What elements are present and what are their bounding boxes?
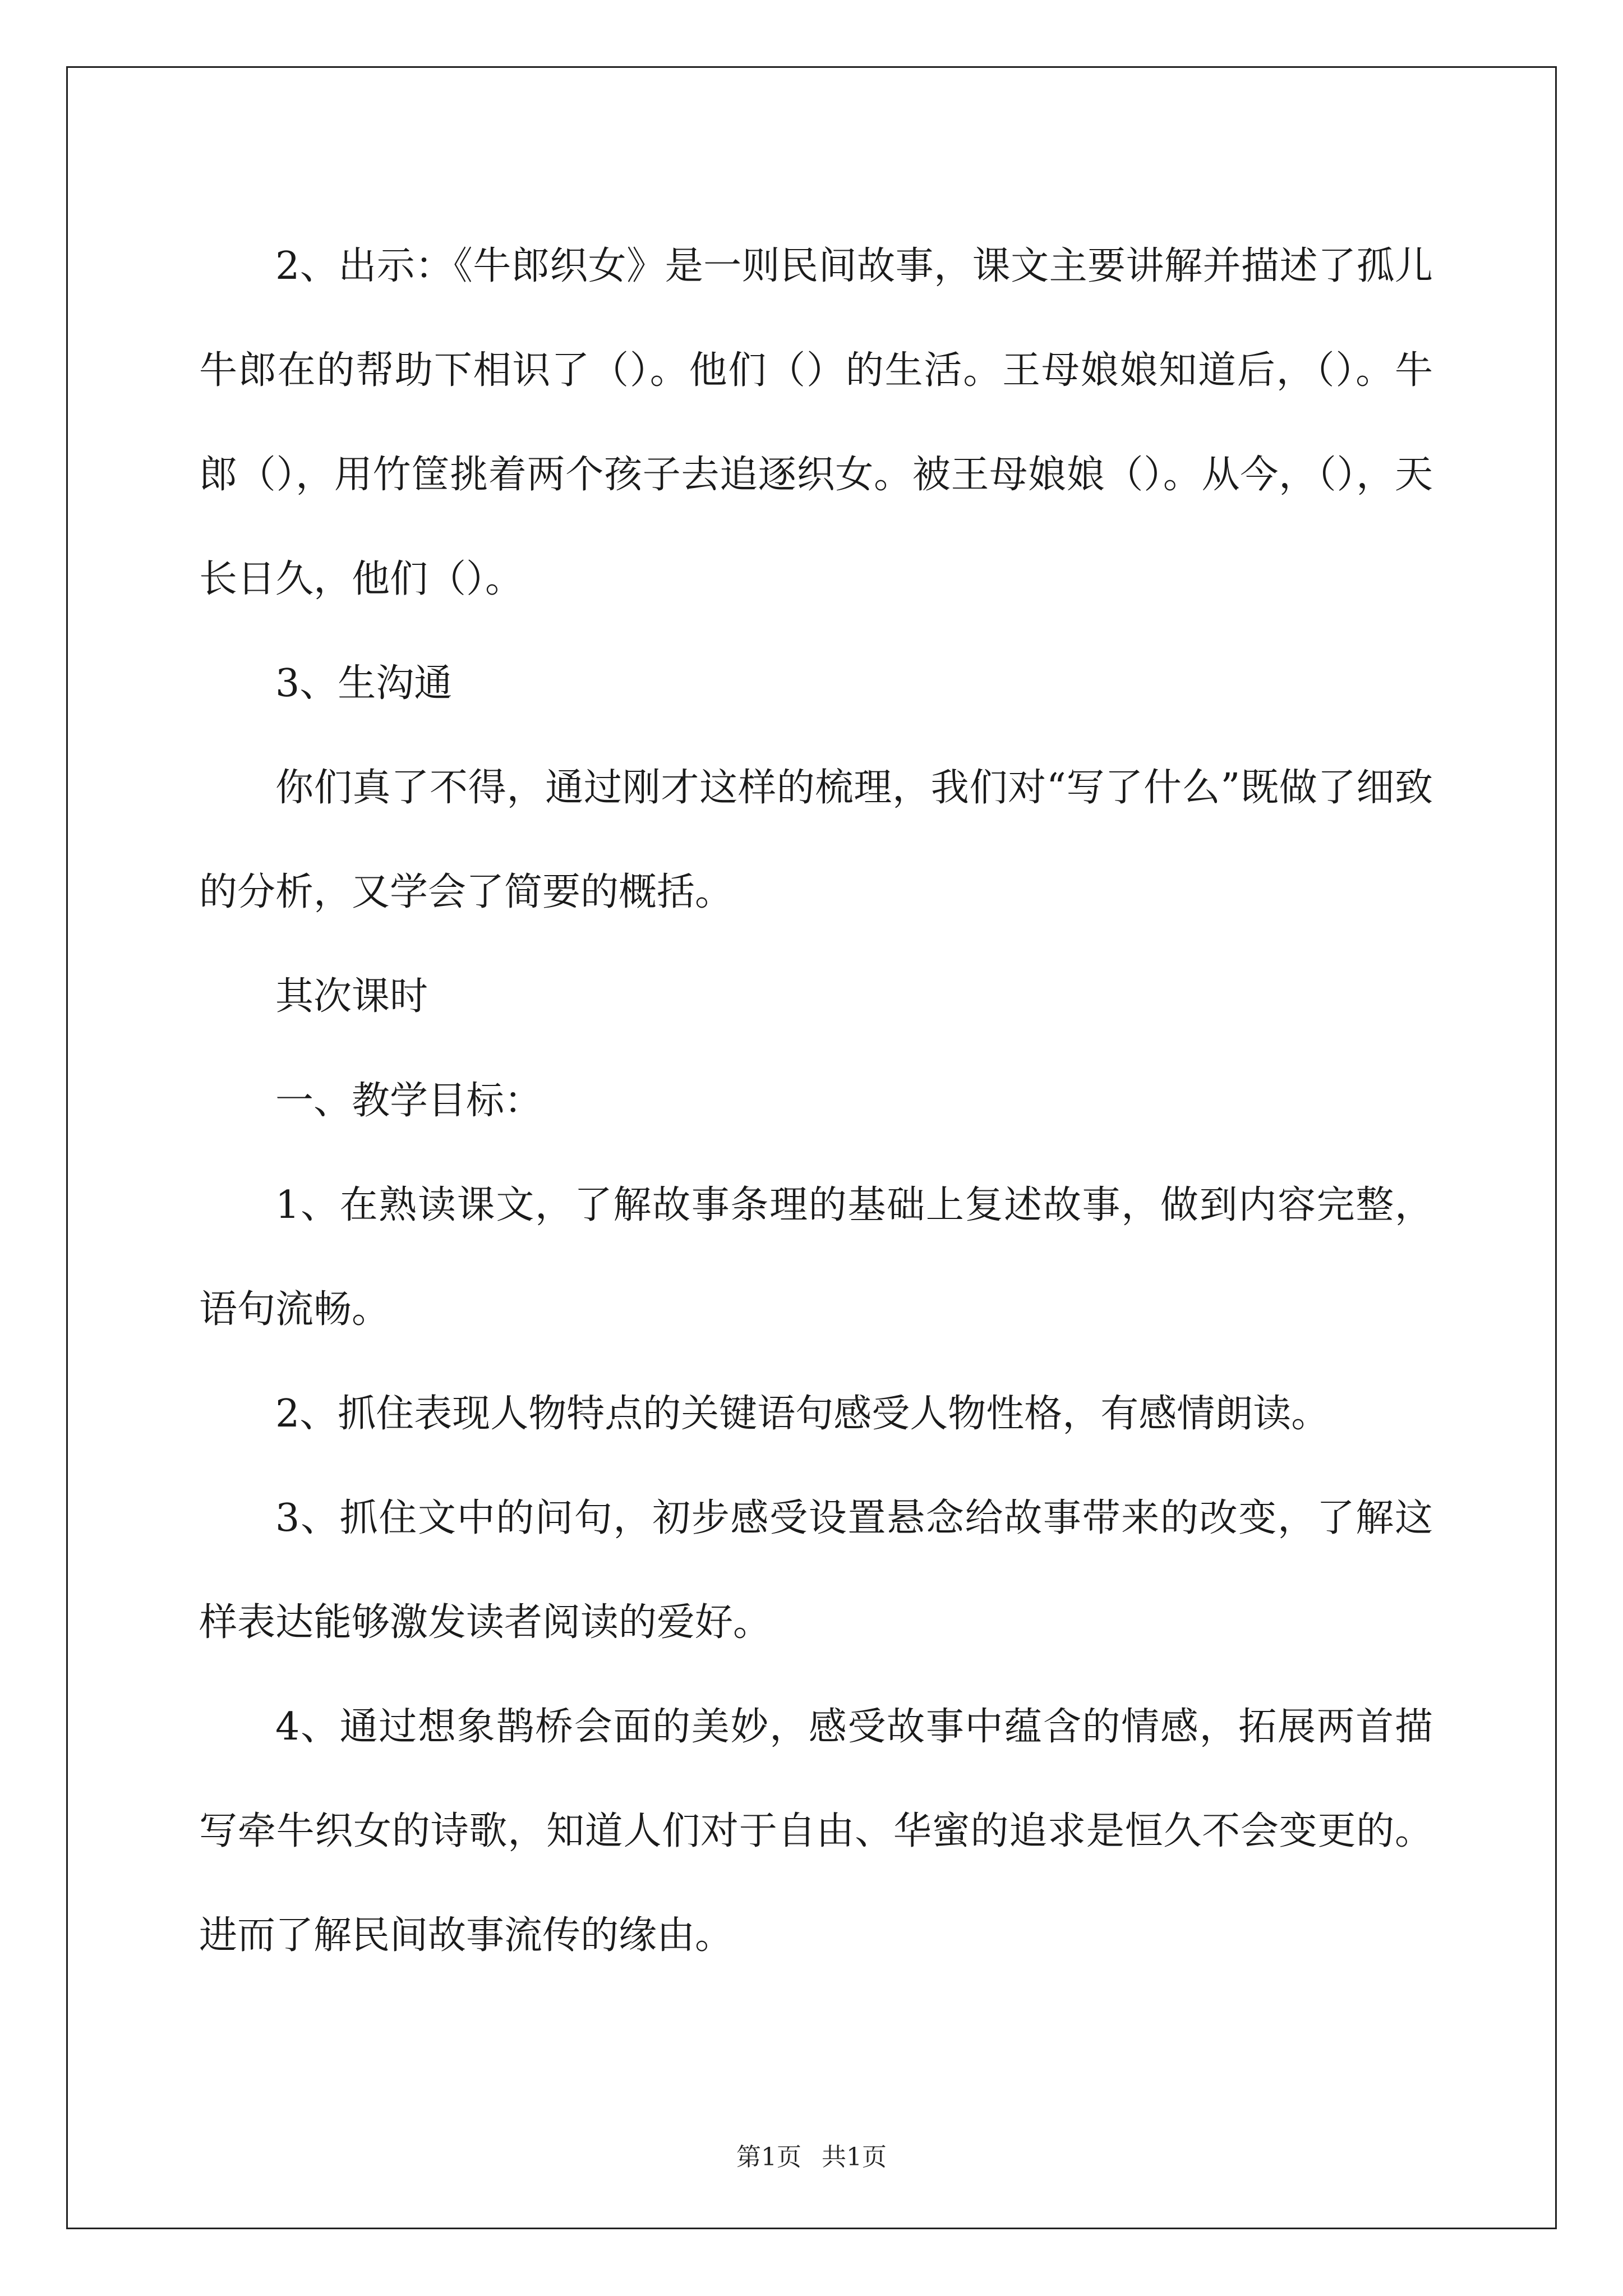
document-body: [199, 214, 1433, 1988]
list-item: 3、抓住文中的问句，初步感受设置悬念给故事带来的改变，了解这样表达能够激发读者阅读的爱好。: [199, 1496, 1433, 1645]
paragraph: 你们真了不得，通过刚才这样的梳理，我们对“写了什么”既做了细致的分析，又学会了简要的概括。: [199, 766, 1433, 914]
list-item: 4、通过想象鹊桥会面的美妙，感受故事中蕴含的情感，拓展两首描写牵牛织女的诗歌，知道人们对于自由、华蜜的追求是恒久不会变更的。进而了解民间故事流传的缘由。: [199, 1705, 1433, 1958]
paragraph: 2、出示：《牛郎织女》是一则民间故事，课文主要讲解并描述了孤儿牛郎在的帮助下相识了（）。他们（）的生活。王母娘娘知道后，（）。牛郎（），用竹筐挑着两个孩子去追逐织女。被王母娘娘（）。从今，（），天长日久，他们（）。: [199, 244, 1433, 601]
list-item: 1、在熟读课文，了解故事条理的基础上复述故事，做到内容完整，语句流畅。: [199, 1183, 1433, 1332]
page-footer: [0, 2141, 1623, 2174]
list-item: 2、抓住表现人物特点的关键语句感受人物性格，有感情朗读。: [275, 1392, 1330, 1436]
page-number: 第1页: [736, 2143, 801, 2171]
section-heading: 一、教学目标：: [275, 1079, 543, 1123]
page-total: 共1页: [822, 2143, 887, 2171]
paragraph: 3、生沟通: [275, 661, 453, 706]
section-heading: 其次课时: [275, 974, 428, 1019]
